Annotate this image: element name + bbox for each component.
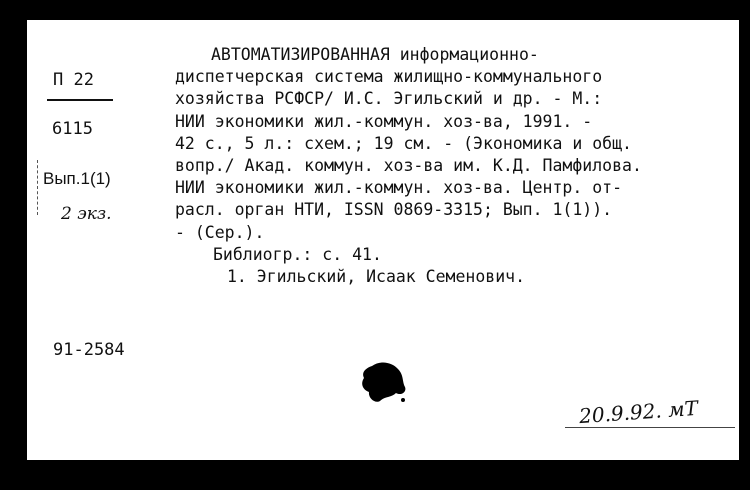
entry-line: расл. орган НТИ, ISSN 0869-3315; Вып. 1(1)). — [175, 200, 613, 220]
ink-blot — [358, 360, 408, 404]
call-number-underline — [47, 99, 113, 101]
registry-number: 91-2584 — [53, 340, 125, 360]
entry-line: НИИ экономики жил.-коммун. хоз-ва, 1991. - — [175, 111, 593, 131]
entry-line: 42 с., 5 л.: схем.; 19 см. - (Экономика и общ. — [175, 133, 632, 153]
handwritten-date: 20.9.92. мТ — [578, 395, 699, 429]
entry-line: хозяйства РСФСР/ И.С. Эгильский и др. - М.: — [175, 89, 603, 109]
entry-line: диспетчерская система жилищно-коммунального — [175, 67, 603, 87]
bibliographic-entry — [175, 44, 735, 288]
catalog-card — [27, 20, 739, 460]
issue-mark: Вып.1(1) — [43, 169, 111, 188]
bibliography-note: Библиогр.: с. 41. — [213, 244, 382, 264]
entry-line: АВТОМАТИЗИРОВАННАЯ информационно- — [211, 45, 539, 64]
call-number: П 22 — [53, 70, 94, 90]
entry-line: НИИ экономики жил.-коммун. хоз-ва. Центр. от- — [175, 178, 623, 198]
handwritten-copies-note: 2 экз. — [61, 204, 112, 224]
subject-heading: 1. Эгильский, Исаак Семенович. — [227, 267, 526, 287]
entry-line: вопр./ Акад. коммун. хоз-ва им. К.Д. Памфилова. — [175, 156, 642, 176]
inventory-number: 6115 — [52, 119, 93, 139]
entry-line: - (Сер.). — [175, 222, 265, 242]
date-underline — [565, 427, 735, 428]
edge-mark — [37, 160, 42, 215]
